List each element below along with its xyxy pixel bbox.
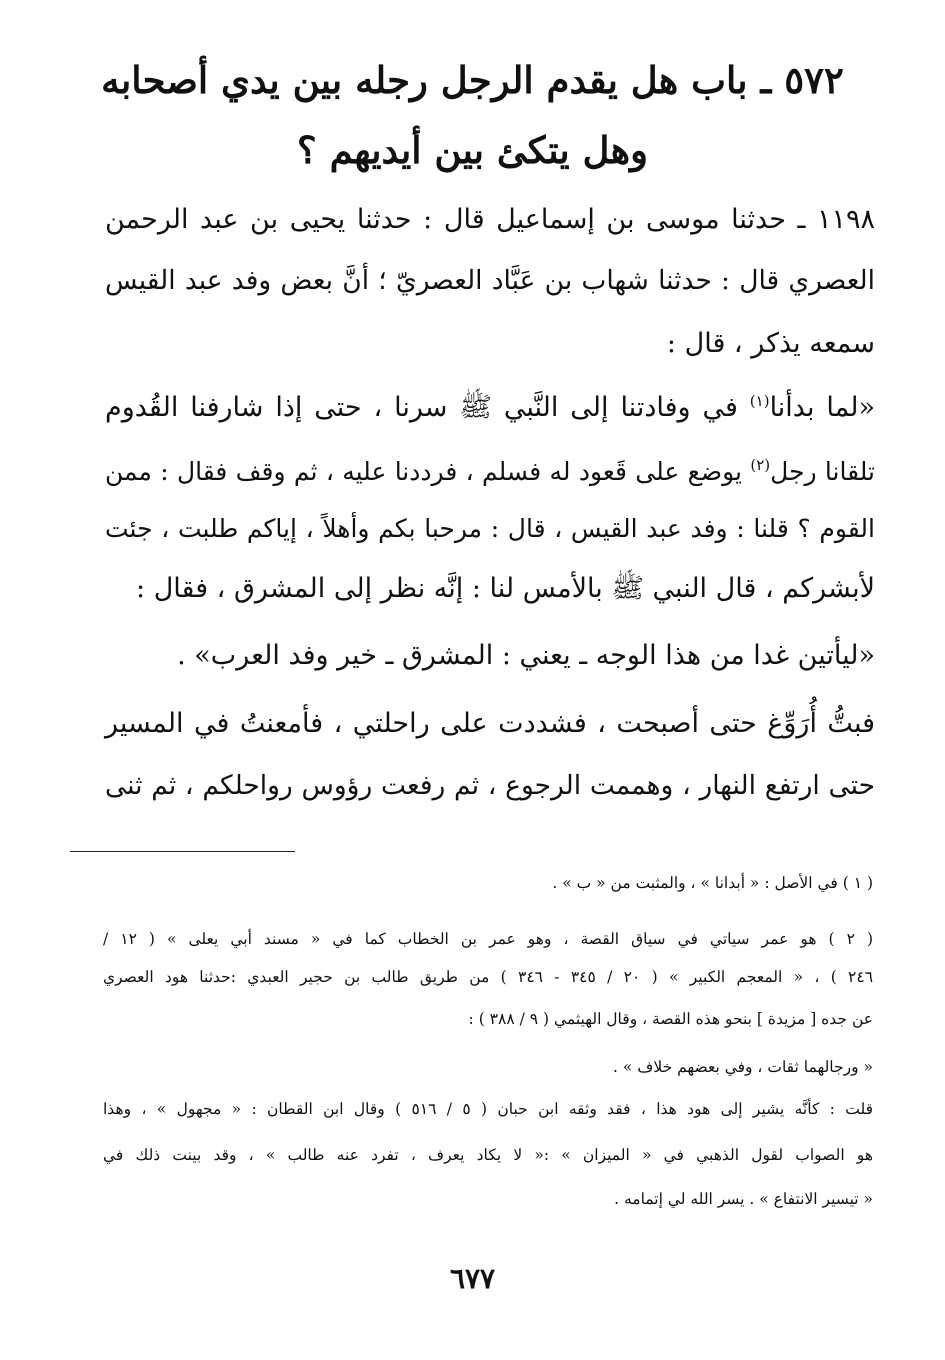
footnote-line: ( ٢ ) هو عمر سياتي في سياق القصة ، وهو عمر بن الخطاب كما في « مسند أبي يعلى » ( ١٢ /	[103, 930, 874, 948]
footnote-line: ( ١ ) في الأصل : « أبدانا » ، والمثبت من « ب » .	[552, 874, 873, 892]
matn-text: تلقانا رجل	[770, 457, 876, 486]
footnote-line: هو الصواب لقول الذهبي في « الميزان » :« لا يكاد يعرف ، تفرد عنه طالب » ، وقد بينت ذلك في	[103, 1146, 873, 1164]
footnote-ref[interactable]: (١)	[749, 392, 770, 410]
matn-line: لأبشركم ، قال النبي ﷺ بالأمس لنا : إنَّه نظر إلى المشرق ، فقال :	[136, 573, 875, 604]
matn-line: القوم ؟ قلنا : وفد عبد القيس ، قال : مرحبا بكم وأهلاً ، إياكم طلبت ، جئت	[105, 514, 875, 543]
matn-text: «لما بدأنا	[769, 392, 875, 423]
matn-line	[105, 394, 875, 421]
matn-line: فبتُّ أُرَوِّغ حتى أصبحت ، فشددت على راحلتي ، فأمعنتُ في المسير	[105, 708, 875, 739]
footnote-line: ٢٤٦ ) ، « المعجم الكبير » ( ٢٠ / ٣٤٥ - ٣٤٦ ) من طريق طالب بن حجير العبدي :حدثنا هود العصري	[103, 968, 874, 986]
footnote-ref[interactable]: (٢)	[750, 456, 771, 474]
isnad-line: العصري قال : حدثنا شهاب بن عَبَّاد العصريّ ؛ أنَّ بعض وفد عبد القيس	[105, 265, 875, 296]
footnote-line: « تيسير الانتفاع » . يسر الله لي إتمامه .	[614, 1190, 873, 1208]
chapter-title: ٥٧٢ ـ باب هل يقدم الرجل رجله بين يدي أصحابه	[101, 58, 844, 102]
matn-quote-line: «ليأتين غدا من هذا الوجه ـ يعني : المشرق ـ خير وفد العرب» .	[177, 640, 875, 671]
isnad-line: سمعه يذكر ، قال :	[666, 328, 875, 359]
matn-line	[105, 458, 875, 484]
matn-line: حتى ارتفع النهار ، وهممت الرجوع ، ثم رفعت رؤوس رواحلكم ، ثم ثنى	[105, 770, 875, 801]
footnote-divider	[70, 851, 295, 852]
footnote-line: قلت : كأنَّه يشير إلى هود هذا ، فقد وثقه ابن حبان ( ٥ / ٥١٦ ) وقال ابن القطان : « مجهول » ، وهذا	[103, 1100, 873, 1118]
matn-text: في وفادتنا إلى النَّبي ﷺ سرنا ، حتى إذا شارفنا القُدوم	[105, 392, 738, 423]
footnote-line: « ورجالهما ثقات ، وفي بعضهم خلاف » .	[612, 1058, 873, 1076]
page-number: ٦٧٧	[449, 1262, 496, 1295]
footnote-line: عن جده [ مزيدة ] بنحو هذه القصة ، وقال الهيثمي ( ٩ / ٣٨٨ ) :	[468, 1010, 873, 1028]
matn-text: يوضع على قَعود له فسلم ، فرددنا عليه ، ثم وقف فقال : ممن	[105, 457, 743, 486]
isnad-line: ١١٩٨ ـ حدثنا موسى بن إسماعيل قال : حدثنا يحيى بن عبد الرحمن	[105, 204, 875, 235]
chapter-title-continuation: وهل يتكئ بين أيديهم ؟	[297, 128, 648, 172]
